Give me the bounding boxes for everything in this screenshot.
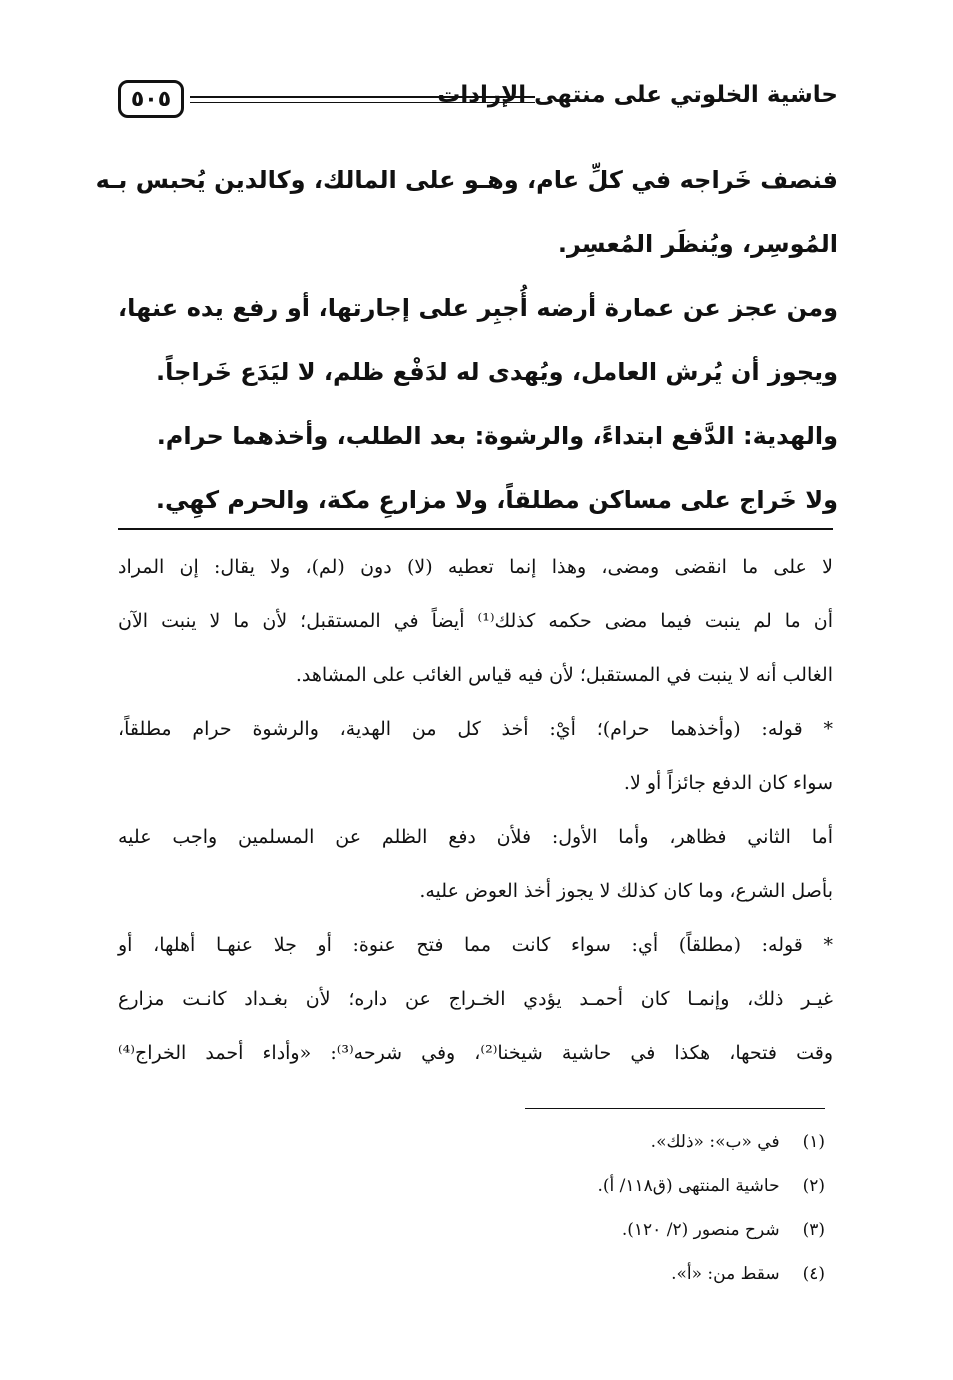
commentary-line: سواء كان الدفع جائزاً أو لا. bbox=[623, 772, 833, 794]
main-line: المُوسِر، ويُنظَر المُعسِر. bbox=[557, 230, 838, 258]
footnote-text: في «ب»: «ذلك». bbox=[650, 1132, 780, 1152]
commentary-line: * قوله: (مطلقاً) أي: سواء كانت مما فتح عنوة: أو جلا عنهـا أهلها، أو bbox=[118, 934, 833, 956]
commentary-line: لا على ما انقضى ومضى، وهذا إنما تعطيه (لا) دون (لم)، ولا يقال: إن المراد bbox=[118, 556, 833, 578]
commentary-line: بأصل الشرع، وما كان كذلك لا يجوز أخذ العوض عليه. bbox=[419, 880, 833, 902]
commentary-line: وقت فتحها، هكذا في حاشية شيخنا⁽²⁾، وفي شرحه⁽³⁾: «وأداء أحمد الخراج⁽⁴⁾ bbox=[118, 1042, 833, 1064]
footnote-number: (٣) bbox=[802, 1220, 825, 1240]
commentary-line: غيـر ذلك، وإنمـا كان أحمـد يؤدي الخـراج عن داره؛ لأن بغـداد كانـت مزارع bbox=[118, 988, 833, 1010]
footnote-number: (١) bbox=[802, 1132, 825, 1152]
main-line: فنصف خَراجه في كلِّ عام، وهـو على المالك، وكالدين يُحبس بـه bbox=[95, 166, 838, 194]
commentary-line: أما الثاني فظاهر، وأما الأول: فلأن دفع الظلم عن المسلمين واجب عليه bbox=[118, 826, 833, 848]
footnote-text: سقط من: «أ». bbox=[671, 1264, 780, 1284]
footnotes bbox=[400, 1120, 825, 1296]
footnote bbox=[400, 1252, 825, 1296]
main-line: ويجوز أن يُرش العامل، ويُهدى له لدَفْع ظلم، لا ليَدَع خَراجاً. bbox=[156, 358, 838, 386]
commentary-line: أن ما لم ينبت فيما مضى حكمه كذلك⁽¹⁾ أيضاً في المستقبل؛ لأن ما لا ينبت الآن bbox=[118, 610, 833, 632]
main-line: والهدية: الدَّفع ابتداءً، والرشوة: بعد الطلب، وأخذهما حرام. bbox=[156, 422, 838, 450]
footnote bbox=[400, 1208, 825, 1252]
running-title: حاشية الخلوتي على منتهى الإرادات bbox=[437, 82, 838, 108]
commentary-line: الغالب أنه لا ينبت في المستقبل؛ لأن فيه قياس الغائب على المشاهد. bbox=[295, 664, 833, 686]
text-separator bbox=[118, 528, 833, 530]
page-header bbox=[118, 78, 838, 126]
footnote-number: (٤) bbox=[802, 1264, 825, 1284]
main-line: ولا خَراج على مساكن مطلقاً، ولا مزارعِ مكة، والحرم كهِي. bbox=[155, 486, 838, 514]
footnote-number: (٢) bbox=[802, 1176, 825, 1196]
commentary-line: * قوله: (وأخذهما حرام)؛ أيْ: أخذ كل من الهدية، والرشوة حرام مطلقاً، bbox=[118, 718, 833, 740]
footnote bbox=[400, 1120, 825, 1164]
main-text bbox=[95, 148, 838, 532]
footnote-text: حاشية المنتهى (ق١١٨/ أ). bbox=[597, 1176, 780, 1196]
page-number: ٥٠٥ bbox=[118, 80, 184, 118]
footnote-rule bbox=[525, 1108, 825, 1109]
main-line: ومن عجز عن عمارة أرضه أُجبِر على إجارتها، أو رفع يده عنها، bbox=[118, 294, 838, 322]
commentary bbox=[118, 540, 833, 1080]
footnote-text: شرح منصور (٢/ ١٢٠). bbox=[621, 1220, 780, 1240]
footnote bbox=[400, 1164, 825, 1208]
